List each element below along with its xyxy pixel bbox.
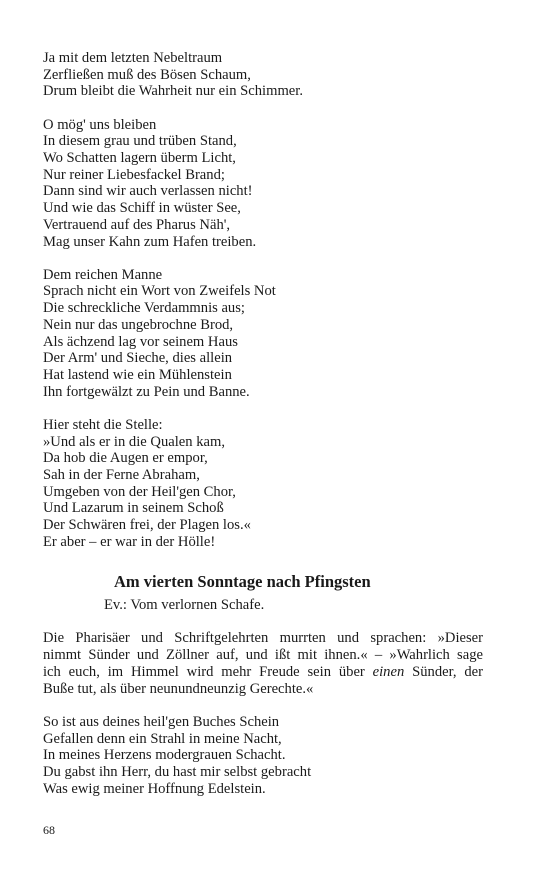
verse-line: Nur reiner Liebesfackel Brand; (43, 166, 225, 183)
verse-line: O mög' uns bleiben (43, 116, 157, 133)
verse-line: Er aber – er war in der Hölle! (43, 533, 216, 550)
verse-line: Dann sind wir auch verlassen nicht! (43, 183, 253, 200)
verse-line: Nein nur das ungebrochne Brod, (43, 316, 234, 333)
stanza-2 (43, 117, 483, 251)
verse-line: Was ewig meiner Hoffnung Edelstein. (43, 780, 266, 797)
verse-line: Da hob die Augen er empor, (43, 450, 208, 467)
verse-line: So ist aus deines heil'gen Buches Schein (43, 713, 280, 730)
prose-line: Die Pharisäer und Schriftgelehrten murrten und sprachen: »Dieser (43, 630, 483, 647)
verse-line: Ihn fortgewälzt zu Pein und Banne. (43, 383, 250, 400)
verse-line: Umgeben von der Heil'gen Chor, (43, 483, 236, 500)
verse-line: Du gabst ihn Herr, du hast mir selbst gebracht (43, 763, 312, 780)
verse-line: Wo Schatten lagern überm Licht, (43, 150, 236, 167)
verse-line: Ja mit dem letzten Nebeltraum (43, 50, 223, 66)
prose-text: Sünder, der (404, 663, 483, 680)
page-body (43, 50, 483, 814)
verse-line: Dem reichen Manne (43, 266, 163, 283)
verse-line: Und wie das Schiff in wüster See, (43, 200, 241, 217)
prose-line (43, 664, 483, 681)
stanza-3 (43, 267, 483, 401)
verse-line: Als ächzend lag vor seinem Haus (43, 333, 238, 350)
verse-line: Gefallen denn ein Strahl in meine Nacht, (43, 730, 282, 747)
verse-line: Drum bleibt die Wahrheit nur ein Schimmer. (43, 83, 303, 100)
prose-line: Buße tut, als über neunundneunzig Gerechte.« (43, 680, 314, 697)
section-subtitle: Ev.: Vom verlornen Schafe. (104, 597, 265, 614)
verse-line: Zerfließen muß des Bösen Schaum, (43, 66, 251, 83)
verse-line: Vertrauend auf des Pharus Näh', (43, 216, 231, 233)
verse-line: Hier steht die Stelle: (43, 416, 163, 433)
verse-line: Der Schwären frei, der Plagen los.« (43, 517, 251, 534)
verse-line: Sah in der Ferne Abraham, (43, 466, 200, 483)
verse-line: In meines Herzens modergrauen Schacht. (43, 747, 286, 764)
prose-text: ich euch, im Himmel wird mehr Freude sein über (43, 663, 373, 680)
verse-line: Sprach nicht ein Wort von Zweifels Not (43, 283, 276, 300)
gospel-passage (43, 630, 483, 697)
verse-line: Der Arm' und Sieche, dies allein (43, 350, 233, 367)
verse-line: Und Lazarum in seinem Schoß (43, 500, 224, 517)
section-title: Am vierten Sonntage nach Pfingsten (114, 572, 371, 592)
verse-line: In diesem grau und trüben Stand, (43, 133, 237, 150)
page-number: 68 (43, 823, 55, 837)
emphasized-word: einen (372, 663, 405, 680)
stanza-final (43, 714, 483, 798)
verse-line: Die schreckliche Verdammnis aus; (43, 300, 245, 317)
verse-line: Mag unser Kahn zum Hafen treiben. (43, 233, 257, 250)
stanza-1 (43, 50, 483, 100)
verse-line: Hat lastend wie ein Mühlenstein (43, 366, 232, 383)
prose-line: nimmt Sünder und Zöllner auf, und ißt mit ihnen.« – »Wahrlich sage (43, 647, 483, 664)
verse-line: »Und als er in die Qualen kam, (43, 433, 225, 450)
stanza-4 (43, 417, 483, 551)
